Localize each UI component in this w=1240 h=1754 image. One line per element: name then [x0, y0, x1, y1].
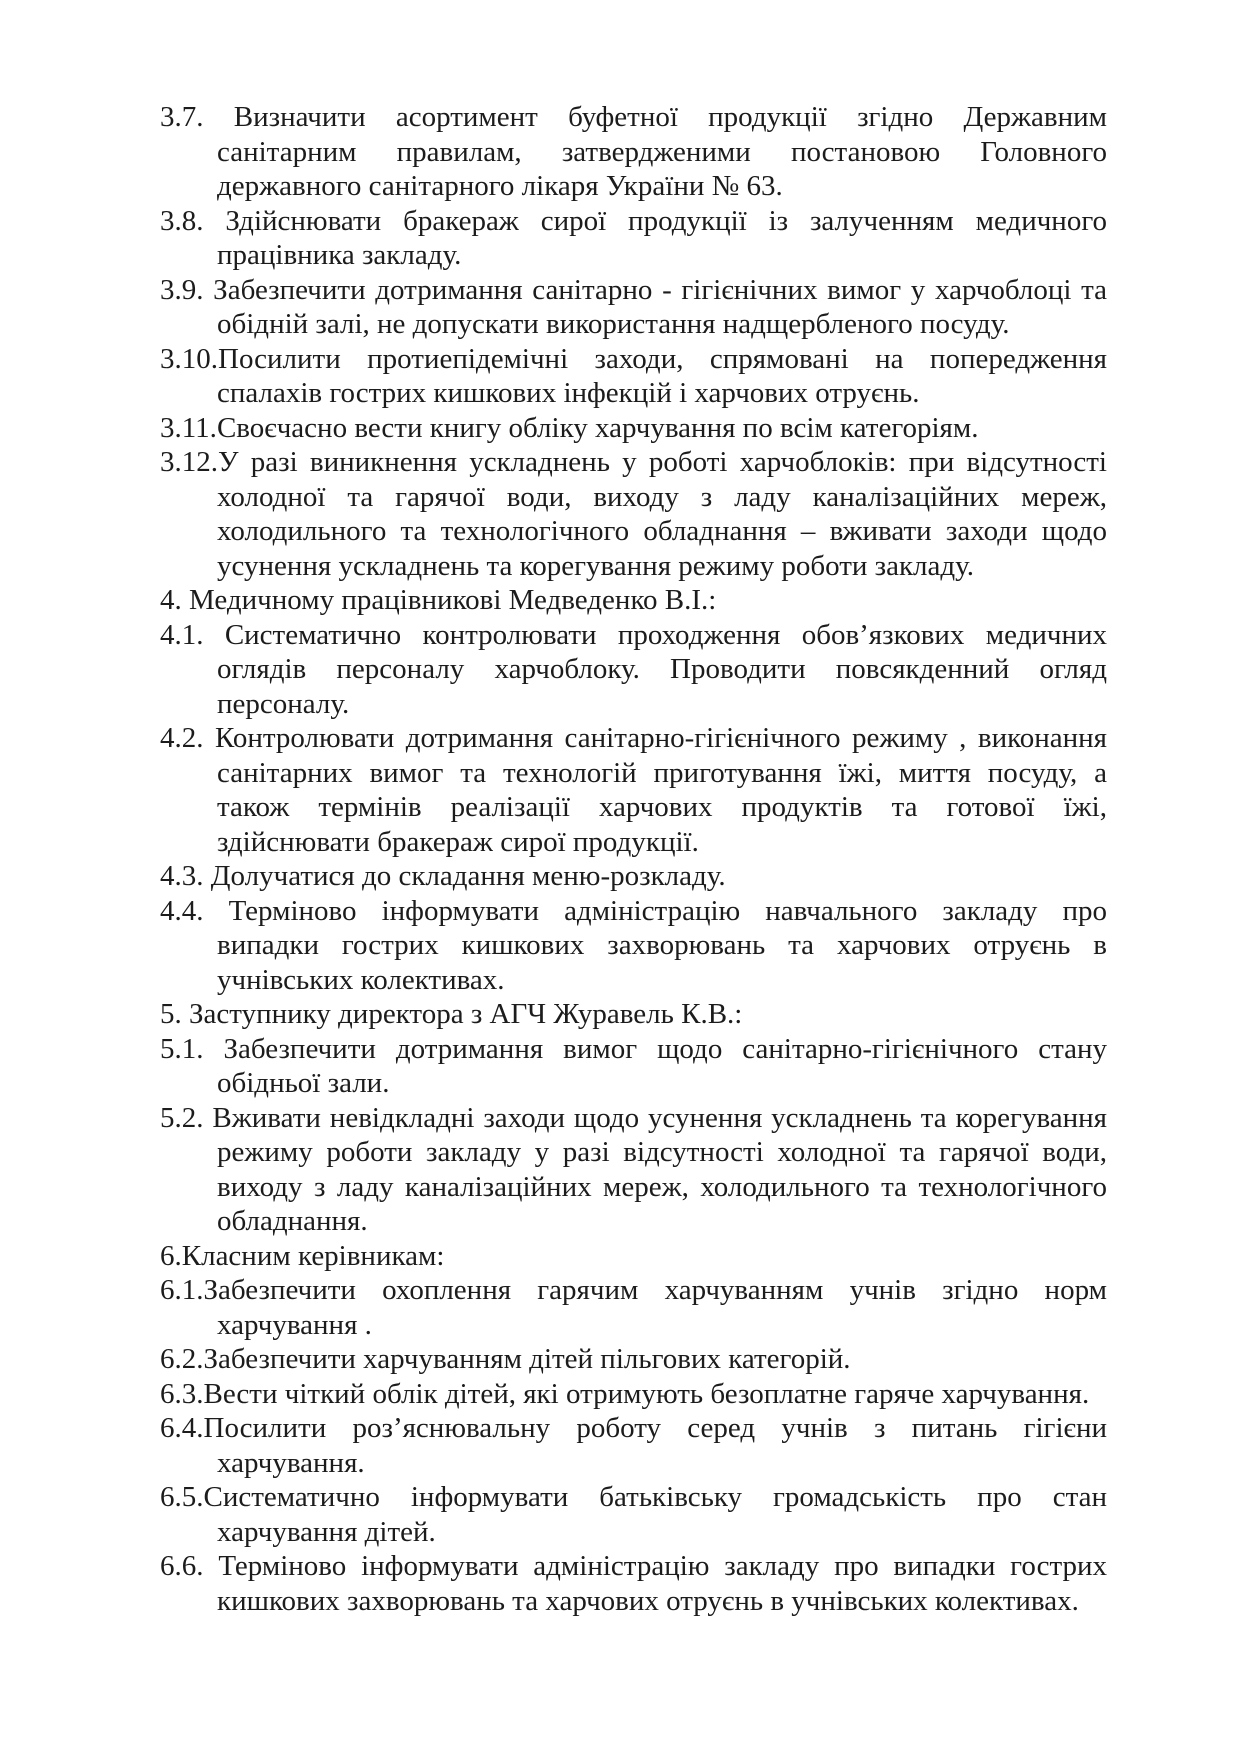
list-item-4: [160, 583, 1107, 618]
list-item-4-2: [160, 721, 1107, 859]
item-number: 6.: [160, 1239, 182, 1272]
item-text: Забезпечити дотримання вимог щодо санітарно-гігієнічного стану обідньої зали.: [203, 1032, 1107, 1099]
item-text: Контролювати дотримання санітарно-гігієнічного режиму , виконання санітарних вимог та технологій приготування їжі, миття посуду, а також термінів реалізації харчових продуктів та готової їжі, здійснювати бракераж сирої продукції.: [203, 722, 1107, 858]
item-number: 6.3.: [160, 1377, 204, 1410]
item-text: Вживати невідкладні заходи щодо усунення ускладнень та корегування режиму роботи закладу у разі відсутності холодної та гарячої води, виходу з ладу каналізаційних мереж, холодильного та технологічного обладнання.: [203, 1101, 1107, 1237]
item-number: 3.12.: [160, 446, 218, 478]
item-text: Своєчасно вести книгу обліку харчування по всім категоріям.: [216, 411, 979, 444]
item-number: 5.: [160, 998, 182, 1030]
item-text: Визначити асортимент буфетної продукції згідно Державним санітарним правилам, затвердженими постановою Головного державного санітарного лікаря України № 63.: [203, 101, 1107, 202]
item-text: Забезпечити охоплення гарячим харчуванням учнів згідно норм харчування .: [203, 1274, 1107, 1341]
item-text: Медичному працівникові Медведенко В.І.:: [181, 584, 717, 616]
item-number: 3.11.: [160, 411, 217, 444]
list-item-4-4: [160, 894, 1107, 998]
list-item-4-3: [160, 859, 1107, 894]
item-text: Забезпечити харчуванням дітей пільгових категорій.: [203, 1343, 851, 1375]
list-item-6-1: [160, 1273, 1107, 1342]
item-text: Посилити роз’яснювальну роботу серед учнів з питань гігієни харчування.: [203, 1412, 1107, 1479]
item-number: 6.4.: [160, 1412, 204, 1444]
item-number: 6.6.: [160, 1550, 204, 1582]
item-text: У разі виникнення ускладнень у роботі харчоблоків: при відсутності холодної та гарячої води, виходу з ладу каналізаційних мереж, холодильного та технологічного обладнання – вживати заходи щодо усунення ускладнень та корегування режиму роботи закладу.: [217, 446, 1107, 582]
item-text: Терміново інформувати адміністрацію навчального закладу про випадки гострих кишкових захворювань та харчових отруєнь в учнівських колективах.: [203, 894, 1107, 996]
list-item-5: [160, 997, 1107, 1032]
item-text: Вести чіткий облік дітей, які отримують безоплатне гаряче харчування.: [203, 1377, 1090, 1410]
item-number: 3.8.: [160, 204, 204, 237]
item-text: Систематично інформувати батьківську громадськість про стан харчування дітей.: [203, 1481, 1107, 1548]
item-text: Забезпечити дотримання санітарно - гігієнічних вимог у харчоблоці та обідній залі, не допускати використання надщербленого посуду.: [203, 273, 1107, 340]
item-number: 3.7.: [160, 101, 204, 133]
list-item-3-7: [160, 100, 1107, 204]
list-item-3-8: [160, 204, 1107, 273]
list-item-3-11: [160, 411, 1107, 446]
item-number: 4.2.: [160, 722, 204, 754]
list-item-6: [160, 1239, 1107, 1274]
item-text: Здійснювати бракераж сирої продукції із залученням медичного працівника закладу.: [203, 204, 1107, 271]
list-item-6-2: [160, 1342, 1107, 1377]
item-text: Посилити протиепідемічні заходи, спрямовані на попередження спалахів гострих кишкових інфекцій і харчових отруєнь.: [217, 342, 1107, 409]
list-item-5-2: [160, 1101, 1107, 1239]
list-item-6-3: [160, 1377, 1107, 1412]
item-number: 4.3.: [160, 860, 204, 892]
item-number: 4.: [160, 584, 182, 616]
item-number: 5.2.: [160, 1101, 204, 1134]
item-number: 5.1.: [160, 1032, 204, 1065]
list-item-6-5: [160, 1480, 1107, 1549]
item-text: Класним керівникам:: [181, 1239, 445, 1272]
item-number: 3.10.: [160, 342, 218, 375]
list-item-6-4: [160, 1411, 1107, 1480]
item-text: Терміново інформувати адміністрацію закладу про випадки гострих кишкових захворювань та харчових отруєнь в учнівських колективах.: [203, 1550, 1107, 1617]
list-item-5-1: [160, 1032, 1107, 1101]
item-number: 6.1.: [160, 1274, 204, 1306]
list-item-4-1: [160, 618, 1107, 722]
item-number: 4.1.: [160, 618, 204, 651]
item-text: Долучатися до складання меню-розкладу.: [203, 860, 726, 892]
document-body: [160, 100, 1107, 1618]
list-item-6-6: [160, 1549, 1107, 1618]
item-text: Заступнику директора з АГЧ Журавель К.В.:: [181, 998, 743, 1030]
list-item-3-12: [160, 445, 1107, 583]
item-text: Систематично контролювати проходження обов’язкових медичних оглядів персоналу харчоблоку. Проводити повсякденний огляд персоналу.: [203, 618, 1107, 720]
list-item-3-9: [160, 273, 1107, 342]
item-number: 6.5.: [160, 1481, 204, 1513]
item-number: 3.9.: [160, 273, 204, 306]
item-number: 6.2.: [160, 1343, 204, 1375]
list-item-3-10: [160, 342, 1107, 411]
item-number: 4.4.: [160, 894, 204, 927]
